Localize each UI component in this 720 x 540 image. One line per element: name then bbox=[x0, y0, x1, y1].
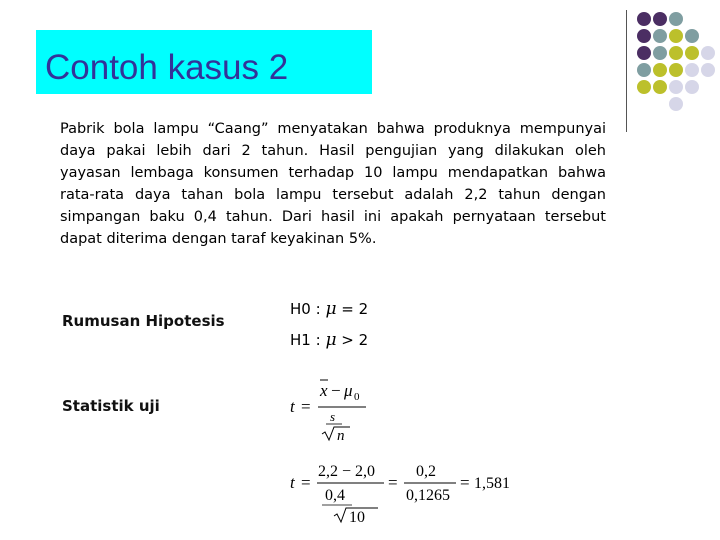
hypothesis-h0 bbox=[290, 299, 368, 319]
formula2-num1: 2,2 − 2,0 bbox=[318, 463, 376, 480]
formula2-den-root: 10 bbox=[349, 509, 365, 526]
formula1-mu: μ bbox=[344, 381, 353, 400]
formula2-den2: 0,1265 bbox=[406, 487, 450, 504]
h0-name: H0 : bbox=[290, 300, 321, 318]
formula2-num2: 0,2 bbox=[416, 463, 436, 480]
mu-symbol: μ bbox=[325, 330, 337, 350]
formula2-den-top: 0,4 bbox=[325, 487, 345, 504]
formula1-t: t bbox=[290, 397, 295, 416]
divider-line bbox=[626, 10, 627, 132]
hypothesis-h1 bbox=[290, 330, 368, 350]
mu-symbol: μ bbox=[325, 299, 337, 319]
formula2-eq1: = bbox=[301, 473, 311, 492]
formula1-minus: − bbox=[331, 381, 341, 400]
formula1-xbar: x bbox=[320, 381, 328, 400]
h0-relation: = 2 bbox=[341, 300, 369, 318]
slide-title: Contoh kasus 2 bbox=[45, 48, 289, 87]
formula2-t: t bbox=[290, 473, 295, 492]
formula2-eq2: = bbox=[388, 473, 398, 492]
formula2-result: 1,581 bbox=[474, 475, 510, 492]
rumusan-hipotesis-label: Rumusan Hipotesis bbox=[62, 312, 225, 330]
formula1-n: n bbox=[337, 428, 345, 444]
formula1-s: s bbox=[330, 409, 336, 424]
title-box bbox=[36, 30, 372, 94]
formula2-eq3: = bbox=[460, 473, 470, 492]
h1-relation: > 2 bbox=[341, 331, 369, 349]
h1-name: H1 : bbox=[290, 331, 321, 349]
problem-paragraph: Pabrik bola lampu “Caang” menyatakan bahwa produknya mempunyai daya pakai lebih dari 2 tahun. Hasil pengujian yang dilakukan oleh yayasan lembaga konsumen terhadap 10 lampu mendapatkan bahwa rata-rata daya tahan bola lampu tersebut adalah 2,2 tahun dengan simpangan baku 0,4 tahun. Dari hasil ini apakah pernyataan tersebut dapat diterima dengan taraf keyakinan 5%. bbox=[60, 121, 606, 247]
formula1-sub0: 0 bbox=[354, 391, 360, 403]
statistik-uji-label: Statistik uji bbox=[62, 397, 160, 415]
formula1-eq: = bbox=[301, 397, 311, 416]
t-statistic-formula bbox=[286, 374, 386, 444]
t-computation-formula bbox=[286, 458, 526, 528]
decorative-dot-grid bbox=[630, 10, 720, 120]
